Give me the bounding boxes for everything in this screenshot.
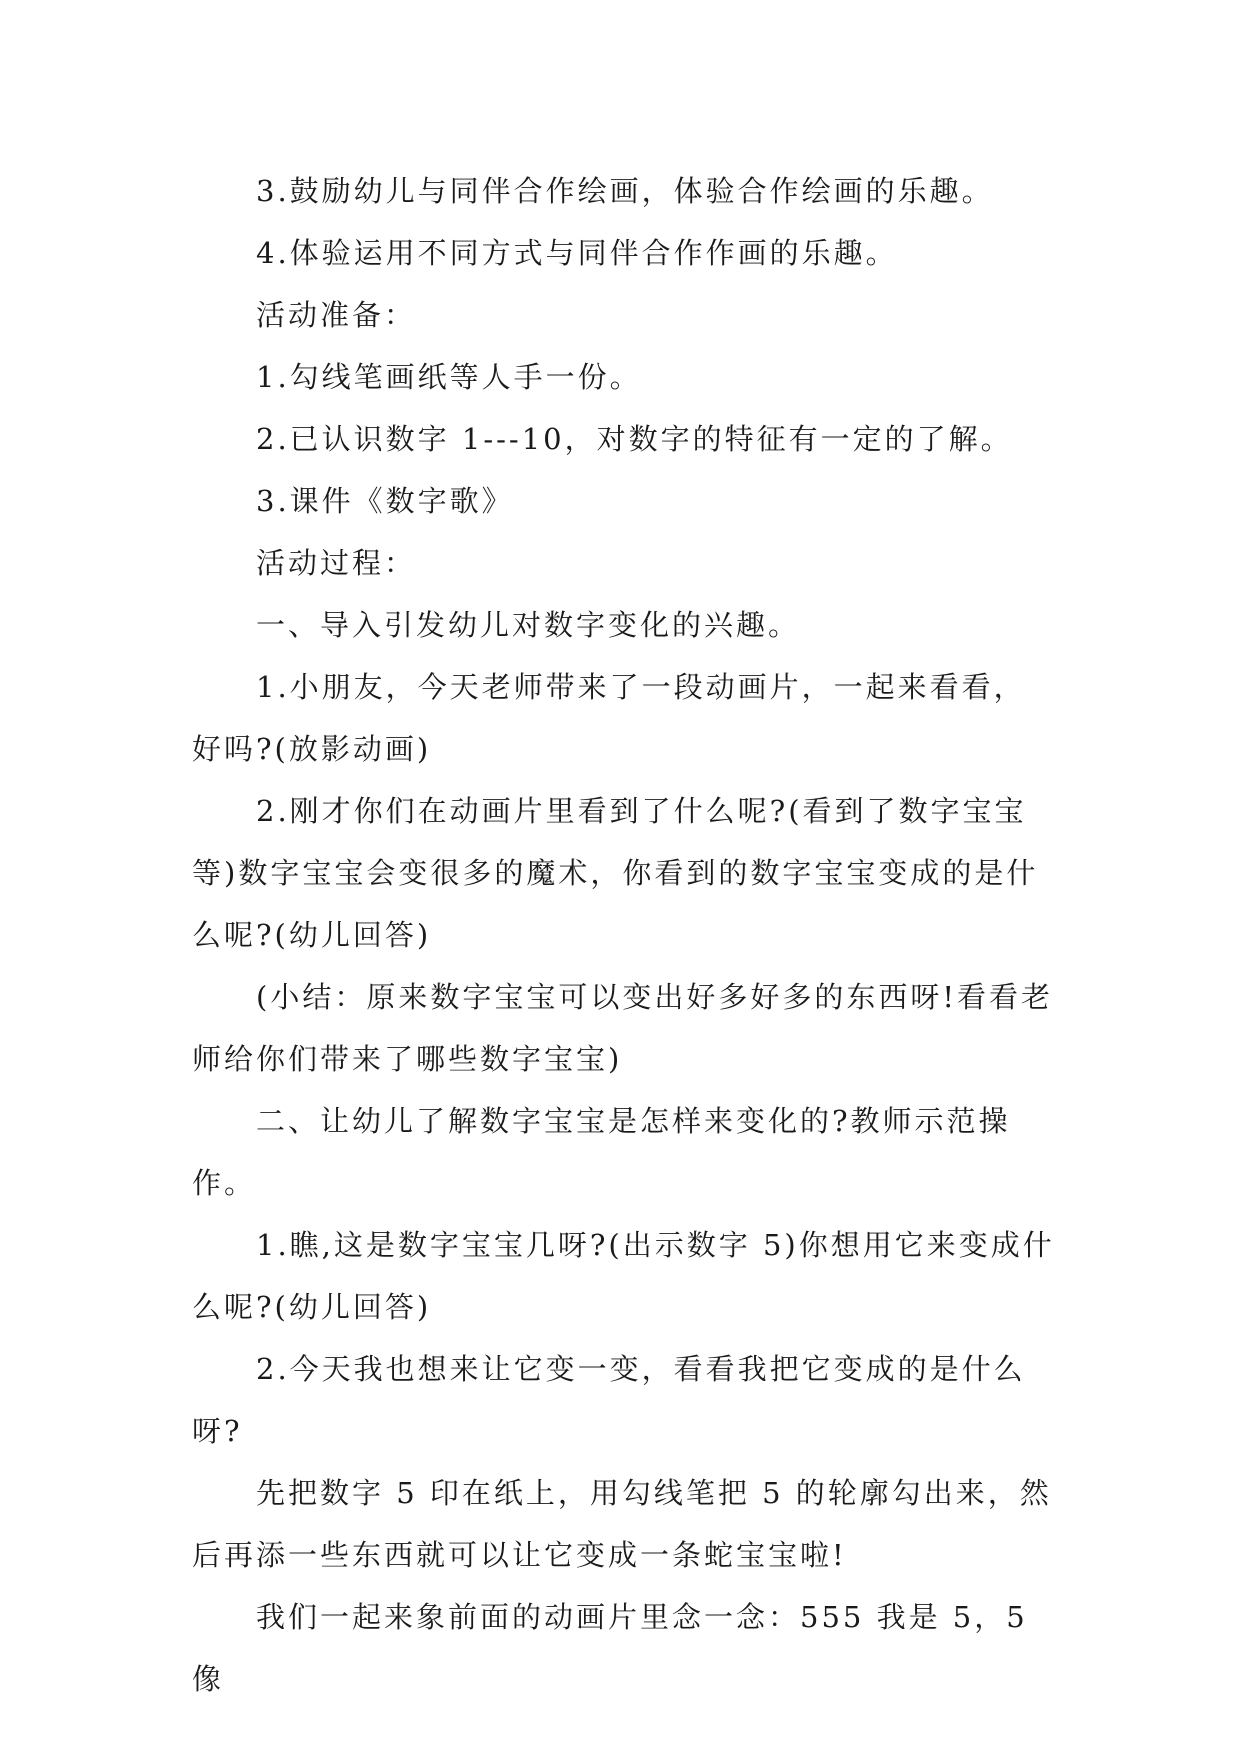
paragraph-summary: (小结：原来数字宝宝可以变出好多好多的东西呀!看看老师给你们带来了哪些数字宝宝) [192, 980, 1053, 1076]
paragraph-goal-3: 3.鼓励幼儿与同伴合作绘画，体验合作绘画的乐趣。 [256, 174, 994, 208]
paragraph-step-1: 1.小朋友，今天老师带来了一段动画片，一起来看看，好吗?(放影动画) [192, 670, 1026, 766]
paragraph-demo-1: 1.瞧,这是数字宝宝几呀?(出示数字 5)你想用它来变成什么呢?(幼儿回答) [192, 1228, 1055, 1324]
document-body [192, 160, 1057, 1710]
paragraph-demo-method: 先把数字 5 印在纸上，用勾线笔把 5 的轮廓勾出来，然后再添一些东西就可以让它变成一条蛇宝宝啦! [192, 1476, 1052, 1572]
paragraph-prep-2: 2.已认识数字 1---10，对数字的特征有一定的了解。 [256, 422, 1013, 456]
paragraph-prep-3: 3.课件《数字歌》 [256, 484, 514, 518]
paragraph-section-2: 二、让幼儿了解数字宝宝是怎样来变化的?教师示范操作。 [192, 1104, 1011, 1200]
paragraph-section-1: 一、导入引发幼儿对数字变化的兴趣。 [256, 608, 801, 642]
heading-process: 活动过程： [256, 546, 417, 580]
paragraph-step-2: 2.刚才你们在动画片里看到了什么呢?(看到了数字宝宝等)数字宝宝会变很多的魔术，你看到的数字宝宝变成的是什么呢?(幼儿回答) [192, 794, 1039, 952]
paragraph-chant: 我们一起来象前面的动画片里念一念：555 我是 5，5 像 [192, 1600, 1028, 1696]
heading-preparation: 活动准备： [256, 298, 417, 332]
paragraph-prep-1: 1.勾线笔画纸等人手一份。 [256, 360, 642, 394]
paragraph-demo-2: 2.今天我也想来让它变一变，看看我把它变成的是什么呀? [192, 1352, 1026, 1448]
paragraph-goal-4: 4.体验运用不同方式与同伴合作作画的乐趣。 [256, 236, 898, 270]
